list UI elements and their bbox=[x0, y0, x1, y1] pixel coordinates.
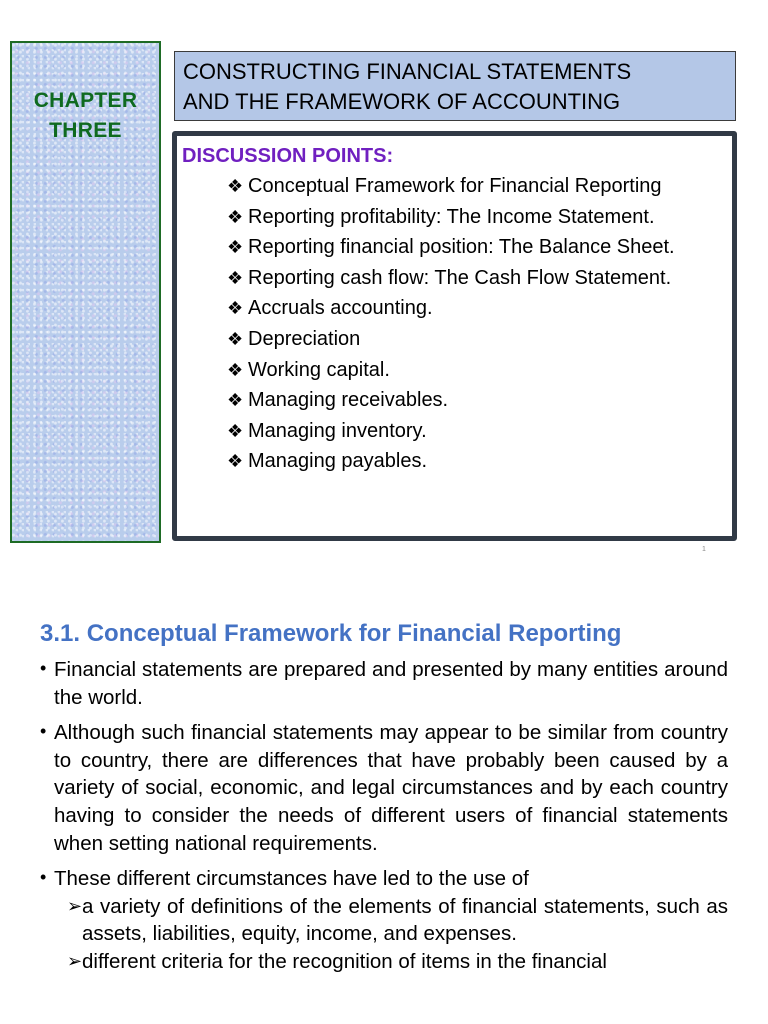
discussion-point bbox=[227, 324, 725, 355]
body-bullet-text: Financial statements are prepared and presented by many entities around the world. bbox=[54, 658, 728, 709]
diamond-bullet-icon: ❖ bbox=[227, 298, 244, 319]
chapter-label bbox=[12, 86, 159, 146]
discussion-point bbox=[227, 171, 725, 202]
discussion-point-text: Working capital. bbox=[248, 358, 390, 381]
discussion-point-text: Reporting cash flow: The Cash Flow Statement. bbox=[248, 266, 672, 289]
discussion-point bbox=[227, 293, 725, 324]
bullet-dot-icon: • bbox=[40, 867, 47, 888]
discussion-point bbox=[227, 232, 725, 263]
discussion-point bbox=[227, 446, 725, 477]
sub-bullet-text: different criteria for the recognition of items in the financial bbox=[82, 949, 607, 973]
diamond-bullet-icon: ❖ bbox=[227, 176, 244, 196]
discussion-point-text: Conceptual Framework for Financial Reporting bbox=[248, 175, 662, 197]
discussion-point bbox=[227, 263, 725, 294]
body-bullet-text: These different circumstances have led to the use of bbox=[54, 867, 529, 891]
chapter-word: CHAPTER bbox=[33, 89, 138, 112]
diamond-bullet-icon: ❖ bbox=[227, 390, 244, 411]
sub-bullet bbox=[68, 948, 728, 976]
discussion-point-text: Reporting financial position: The Balance Sheet. bbox=[248, 236, 675, 259]
section-title: 3.1. Conceptual Framework for Financial Reporting bbox=[40, 620, 622, 647]
discussion-point-text: Managing inventory. bbox=[248, 419, 427, 442]
bullet-dot-icon: • bbox=[40, 721, 47, 742]
body-bullet bbox=[40, 865, 728, 975]
diamond-bullet-icon: ❖ bbox=[227, 237, 244, 258]
diamond-bullet-icon: ❖ bbox=[227, 359, 244, 380]
sub-bullet-list bbox=[68, 893, 728, 976]
discussion-point-text: Reporting profitability: The Income Statement. bbox=[248, 205, 655, 228]
diamond-bullet-icon: ❖ bbox=[227, 420, 244, 441]
arrow-bullet-icon: ➢ bbox=[67, 950, 83, 971]
discussion-point bbox=[227, 385, 725, 416]
slide-title-box bbox=[174, 51, 736, 121]
body-bullet bbox=[40, 719, 728, 857]
body-bullet-list bbox=[40, 656, 728, 980]
slide-title-line-2: AND THE FRAMEWORK OF ACCOUNTING bbox=[183, 89, 621, 114]
discussion-points-list bbox=[227, 171, 725, 477]
diamond-bullet-icon: ❖ bbox=[227, 328, 244, 349]
diamond-bullet-icon: ❖ bbox=[227, 267, 244, 288]
discussion-point-text: Accruals accounting. bbox=[248, 297, 433, 320]
slide-title-line-1: CONSTRUCTING FINANCIAL STATEMENTS bbox=[183, 59, 632, 84]
discussion-point bbox=[227, 202, 725, 233]
discussion-point-text: Managing receivables. bbox=[248, 389, 449, 412]
arrow-bullet-icon: ➢ bbox=[67, 895, 83, 916]
page-number: 1 bbox=[702, 546, 706, 553]
diamond-bullet-icon: ❖ bbox=[227, 451, 244, 472]
discussion-points-box bbox=[172, 131, 737, 541]
sub-bullet-text: a variety of definitions of the elements of financial statements, such as assets, liabilities, equity, income, and expenses. bbox=[82, 894, 728, 946]
sub-bullet bbox=[68, 893, 728, 948]
discussion-point-text: Depreciation bbox=[248, 327, 361, 350]
discussion-heading: DISCUSSION POINTS: bbox=[182, 145, 394, 167]
bullet-dot-icon: • bbox=[40, 658, 47, 678]
body-bullet-text: Although such financial statements may appear to be similar from country to country, there are differences that have probably been caused by a variety of social, economic, and legal circumstances and by each country having to consider the needs of different users of financial statements when setting national requirements. bbox=[54, 721, 728, 855]
chapter-panel bbox=[10, 41, 161, 543]
diamond-bullet-icon: ❖ bbox=[227, 206, 244, 227]
discussion-point bbox=[227, 355, 725, 386]
discussion-point bbox=[227, 416, 725, 447]
body-bullet bbox=[40, 656, 728, 711]
discussion-point-text: Managing payables. bbox=[248, 450, 428, 473]
chapter-number: THREE bbox=[49, 119, 122, 142]
